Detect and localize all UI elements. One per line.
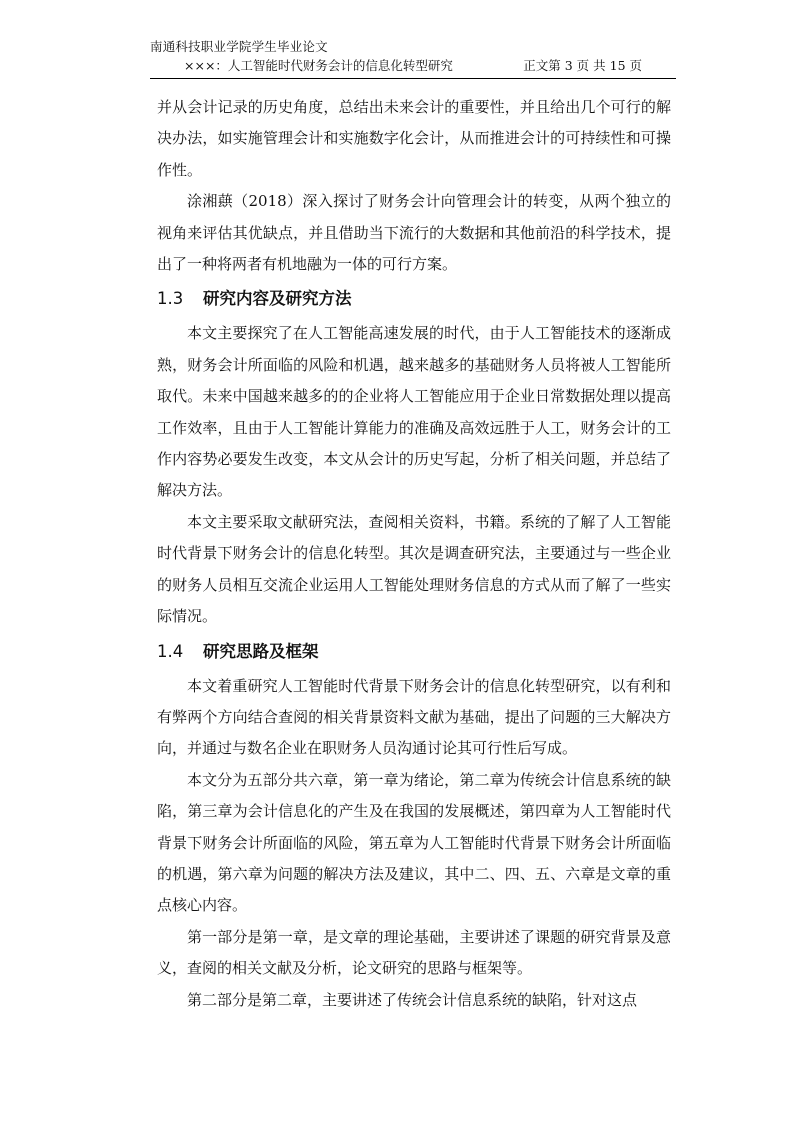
paragraph: 第一部分是第一章，是文章的理论基础，主要讲述了课题的研究背景及意义，查阅的相关文献及分析，论文研究的思路与框架等。 bbox=[157, 927, 671, 978]
paragraph: 本文着重研究人工智能时代背景下财务会计的信息化转型研究，以有利和有弊两个方向结合查阅的相关背景资料文献为基础，提出了问题的三大解决方向，并通过与数名企业在职财务人员沟通讨论其可行性后写成。 bbox=[157, 676, 671, 758]
section-title: 研究内容及研究方法 bbox=[203, 289, 352, 309]
paragraph: 第二部分是第二章，主要讲述了传统会计信息系统的缺陷，针对这点 bbox=[187, 990, 638, 1009]
paragraph: 本文主要采取文献研究法，查阅相关资料，书籍。系统的了解了人工智能时代背景下财务会计的信息化转型。其次是调查研究法，主要通过与一些企业的财务人员相互交流企业运用人工智能处理财务信息的方式从而了解了一些实际情况。 bbox=[157, 512, 671, 626]
section-number: 1.3 bbox=[157, 289, 184, 309]
page-header bbox=[150, 38, 676, 79]
header-page-info: 正文第 3 页 共 15 页 bbox=[523, 58, 642, 73]
paragraph: 本文主要探究了在人工智能高速发展的时代，由于人工智能技术的逐渐成熟，财务会计所面临的风险和机遇，越来越多的基础财务人员将被人工智能所取代。未来中国越来越多的的企业将人工智能应用于企业日常数据处理以提高工作效率，且由于人工智能计算能力的准确及高效远胜于人工，财务会计的工作内容势必要发生改变，本文从会计的历史写起，分析了相关问题，并总结了解决方法。 bbox=[157, 324, 671, 500]
header-school-name: 南通科技职业学院学生毕业论文 bbox=[150, 39, 328, 54]
section-title: 研究思路及框架 bbox=[203, 641, 319, 661]
paragraph: 涂湘蕻（2018）深入探讨了财务会计向管理会计的转变，从两个独立的视角来评估其优缺点，并且借助当下流行的大数据和其他前沿的科学技术，提出了一种将两者有机地融为一体的可行方案。 bbox=[157, 192, 671, 274]
section-number: 1.4 bbox=[157, 641, 184, 661]
section-heading-1-3 bbox=[157, 280, 671, 318]
header-title-row bbox=[150, 56, 676, 79]
paragraph: 并从会计记录的历史角度，总结出未来会计的重要性，并且给出几个可行的解决办法，如实施管理会计和实施数字化会计，从而推进会计的可持续性和可操作性。 bbox=[157, 98, 671, 179]
paragraph: 本文分为五部分共六章，第一章为绪论，第二章为传统会计信息系统的缺陷，第三章为会计信息化的产生及在我国的发展概述，第四章为人工智能时代背景下财务会计所面临的风险，第五章为人工智能时代背景下财务会计所面临的机遇，第六章为问题的解决方法及建议，其中二、四、五、六章是文章的重点核心内容。 bbox=[157, 770, 671, 915]
section-heading-1-4 bbox=[157, 633, 671, 671]
header-thesis-title: ×××：人工智能时代财务会计的信息化转型研究 bbox=[184, 58, 453, 73]
document-body bbox=[157, 92, 671, 1016]
